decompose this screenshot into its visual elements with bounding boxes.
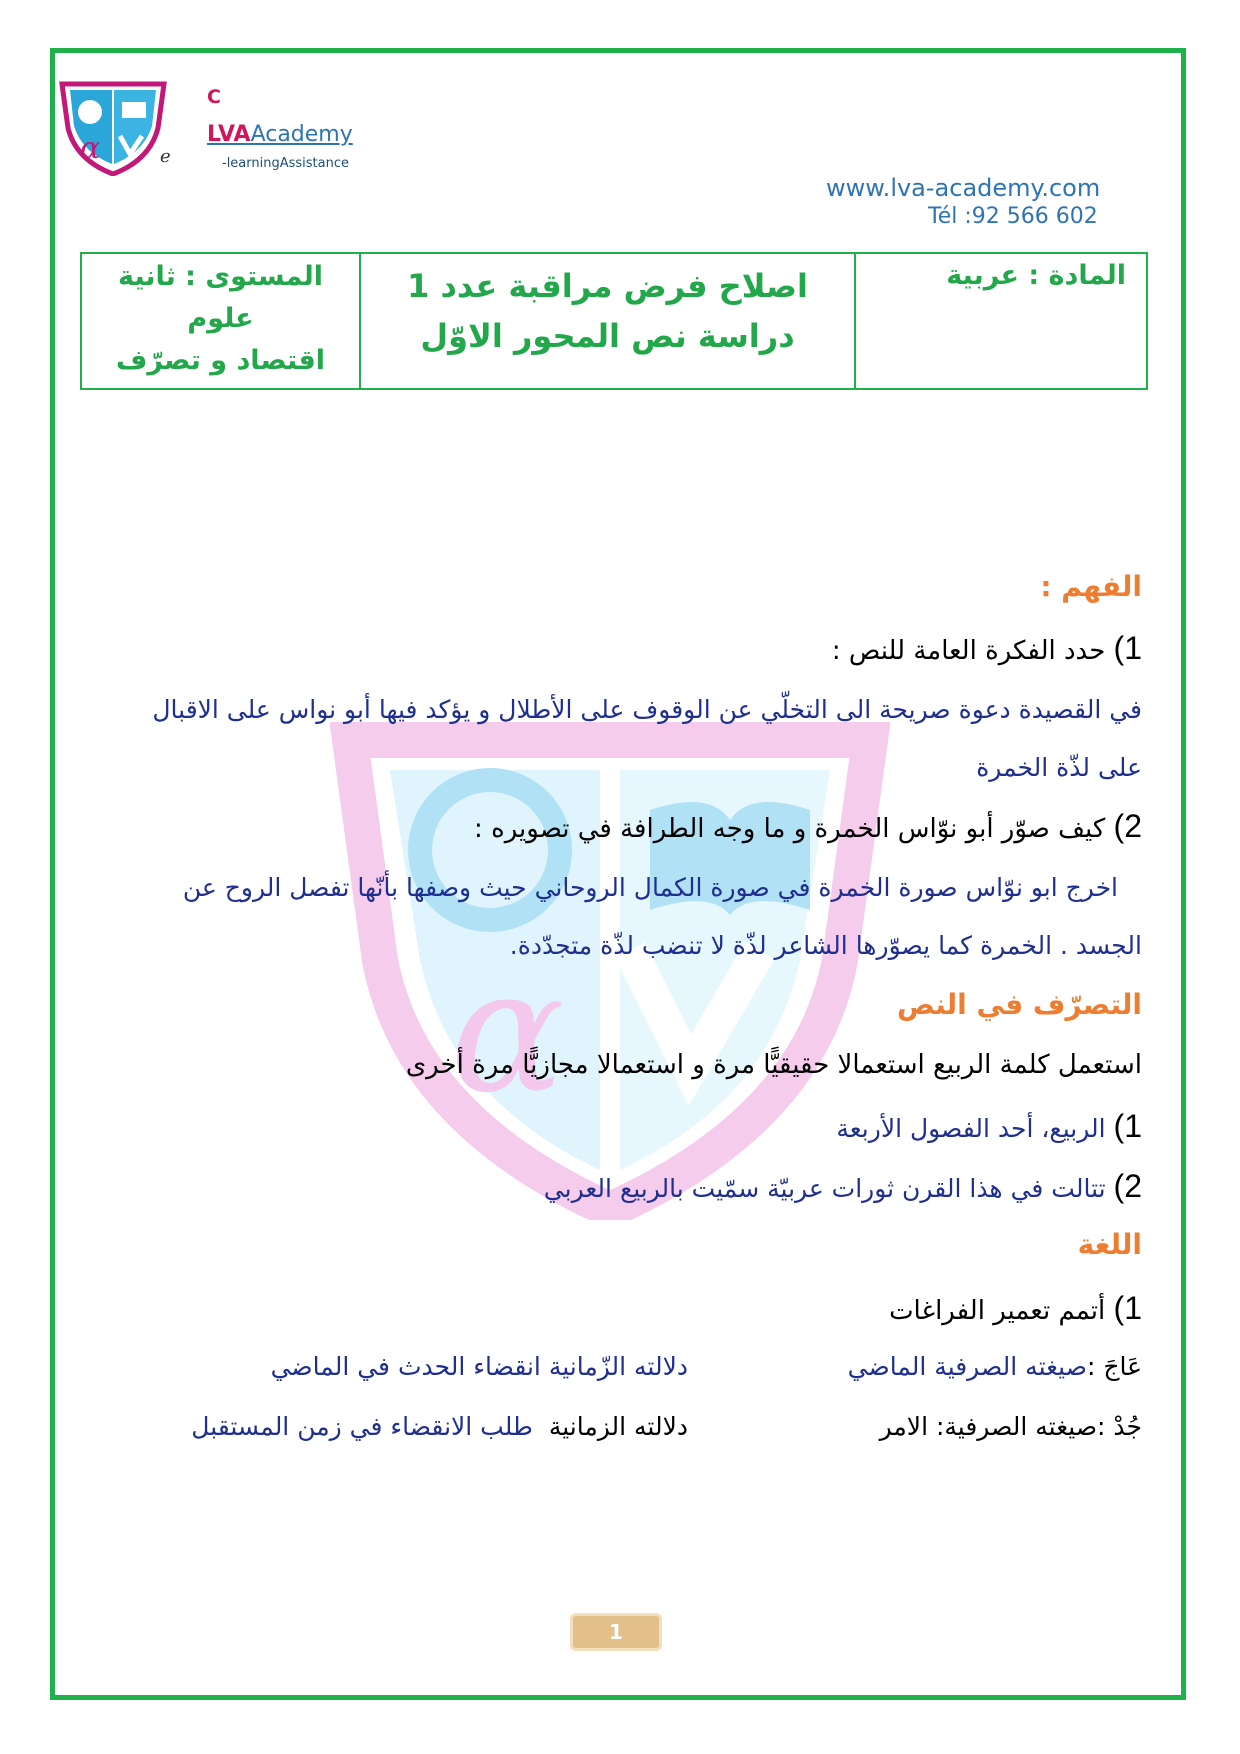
language-question-1 — [90, 1290, 1142, 1327]
word: عَاجَ : — [1086, 1352, 1142, 1381]
comprehension-question-1 — [90, 630, 1142, 667]
usage-item-1 — [90, 1108, 1142, 1145]
comprehension-heading: الفهم : — [1040, 570, 1142, 603]
title-cell — [360, 253, 855, 389]
brand-mark: C — [207, 86, 221, 108]
language-heading: اللغة — [1077, 1228, 1142, 1261]
subject-cell — [855, 253, 1147, 389]
question-text: كيف صوّر أبو نوّاس الخمرة و ما وجه الطرافة في تصويره : — [474, 814, 1106, 844]
item-text: تتالت في هذا القرن ثورات عربيّة سمّيت بالربيع العربي — [543, 1174, 1106, 1203]
meaning-label: دلالته الزمانية — [548, 1412, 688, 1441]
item-text: الربيع، أحد الفصول الأربعة — [836, 1114, 1106, 1143]
svg-text:α: α — [80, 131, 101, 166]
question-number: 1) — [1113, 1290, 1142, 1326]
brand-letter-e: e — [160, 146, 171, 167]
language-row-1-form — [848, 1352, 1142, 1381]
item-number: 1) — [1113, 1108, 1142, 1144]
meaning-text: طلب الانقضاء في زمن المستقبل — [191, 1412, 533, 1441]
page-title: اصلاح فرض مراقبة عدد 1 — [407, 267, 808, 305]
svg-text:α: α — [450, 933, 565, 1131]
comprehension-answer-1-line-1: في القصيدة دعوة صريحة الى التخلّي عن الوقوف على الأطلال و يؤكد فيها أبو نواس على الاقبال — [152, 695, 1142, 724]
brand-academy: Academy — [250, 122, 353, 147]
subject-label: المادة : عربية — [946, 260, 1126, 291]
question-text: حدد الفكرة العامة للنص : — [831, 636, 1106, 666]
form: صيغته الصرفية: الامر — [879, 1412, 1098, 1441]
level-line-3: اقتصاد و تصرّف — [115, 344, 326, 376]
phone-number: Tél :92 566 602 — [928, 204, 1098, 229]
word: جُدْ : — [1097, 1412, 1142, 1441]
usage-heading: التصرّف في النص — [897, 988, 1142, 1021]
header-table — [80, 252, 1148, 390]
brand-tagline: -learningAssistance — [222, 156, 349, 171]
item-number: 2) — [1113, 1168, 1142, 1204]
brand-name — [207, 122, 353, 147]
language-row-2-meaning — [191, 1412, 688, 1441]
lva-academy-logo-icon — [58, 78, 168, 176]
question-number: 2) — [1113, 808, 1142, 844]
level-cell — [81, 253, 360, 389]
comprehension-question-2 — [90, 808, 1142, 845]
question-number: 1) — [1113, 630, 1142, 666]
level-line-2: علوم — [187, 302, 254, 334]
usage-item-2 — [90, 1168, 1142, 1205]
comprehension-answer-1-line-2: على لذّة الخمرة — [976, 753, 1142, 782]
comprehension-answer-2-line-2: الجسد . الخمرة كما يصوّرها الشاعر لذّة لا تنضب لذّة متجدّدة. — [509, 931, 1142, 960]
question-text: أتمم تعمير الفراغات — [889, 1296, 1106, 1326]
brand-lva: LVA — [207, 122, 251, 147]
website-link[interactable]: www.lva-academy.com — [826, 174, 1101, 202]
comprehension-answer-2-line-1: اخرج ابو نوّاس صورة الخمرة في صورة الكمال الروحاني حيث وصفها بأنّها تفصل الروح عن — [182, 873, 1118, 902]
usage-prompt: استعمل كلمة الربيع استعمالا حقيقيًّا مرة و استعمالا مجازيًّا مرة أخرى — [405, 1050, 1142, 1080]
language-row-1-meaning: دلالته الزّمانية انقضاء الحدث في الماضي — [270, 1352, 688, 1381]
page-subtitle: دراسة نص المحور الاوّل — [420, 316, 795, 355]
page-number: 1 — [570, 1613, 662, 1651]
form: صيغته الصرفية الماضي — [847, 1352, 1087, 1381]
level-line-1: المستوى : ثانية — [117, 261, 324, 292]
language-row-2-form — [880, 1412, 1142, 1441]
